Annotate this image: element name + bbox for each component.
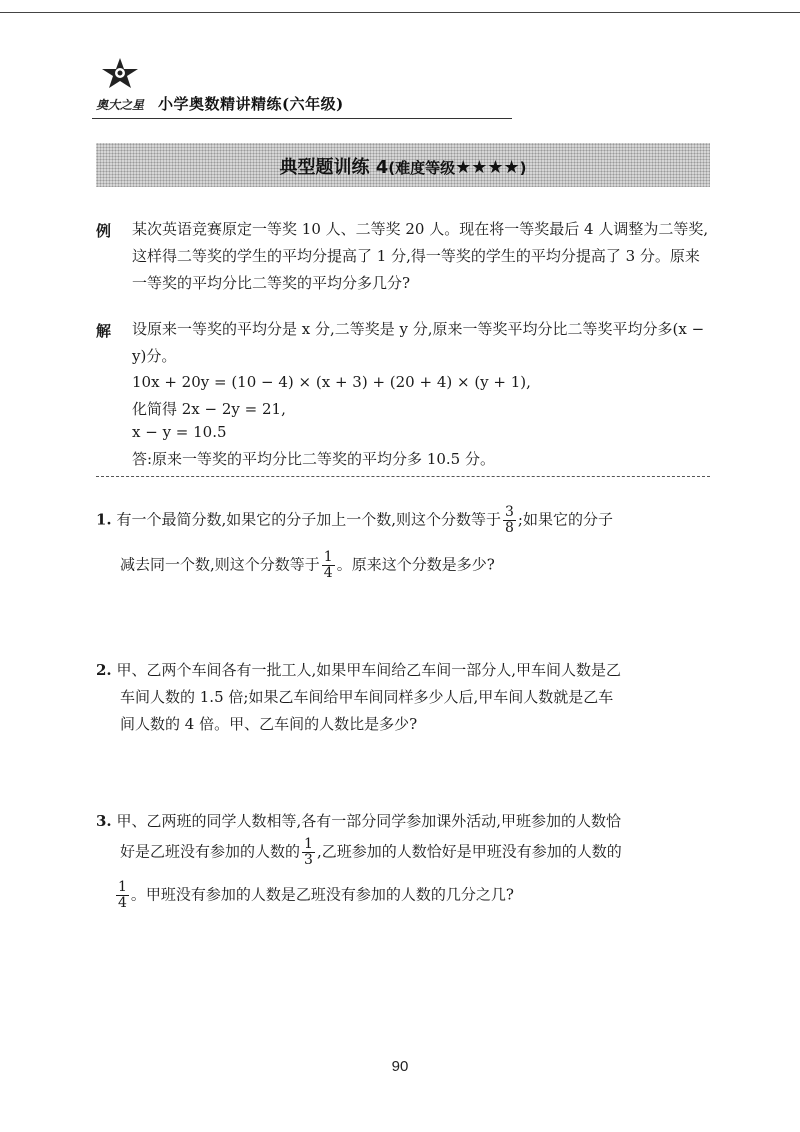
section-title-text: 典型题训练 4 bbox=[279, 157, 389, 178]
example-text: 某次英语竞赛原定一等奖 10 人、二等奖 20 人。现在将一等奖最后 4 人调整为二等奖,这样得二等奖的学生的平均分提高了 1 分,得一等奖的学生的平均分提高了 3 分。原来一等奖的平均分比二等奖的平均分多几分? bbox=[132, 220, 709, 292]
solution-answer: 答:原来一等奖的平均分比二等奖的平均分多 10.5 分。 bbox=[132, 450, 495, 468]
question-1-line-1 bbox=[96, 505, 613, 536]
page-number: 90 bbox=[391, 1058, 409, 1075]
fraction-denominator: 3 bbox=[304, 852, 313, 868]
header-rule bbox=[92, 118, 512, 119]
solution-equation-1: 10x + 20y = (10 − 4) × (x + 3) + (20 + 4) × (y + 1), bbox=[132, 373, 531, 391]
question-1-text-d: 。原来这个分数是多少? bbox=[336, 555, 495, 574]
fraction-denominator: 8 bbox=[505, 520, 514, 536]
question-3-line-2 bbox=[120, 837, 622, 868]
difficulty-close: ) bbox=[519, 159, 527, 177]
question-2-line-2: 车间人数的 1.5 倍;如果乙车间给甲车间同样多少人后,甲车间人数就是乙车 bbox=[120, 688, 614, 706]
question-3-line-1 bbox=[96, 810, 621, 831]
question-1-line-2 bbox=[120, 550, 495, 581]
question-1-text-b: ;如果它的分子 bbox=[517, 510, 613, 529]
question-2-number: 2. bbox=[96, 661, 112, 679]
star-logo-icon bbox=[98, 56, 142, 90]
fraction-numerator: 1 bbox=[323, 549, 333, 565]
question-1-text-c: 减去同一个数,则这个分数等于 bbox=[120, 555, 320, 574]
solution-equation-2: 化简得 2x − 2y = 21, bbox=[132, 400, 286, 418]
question-3-fraction-1 bbox=[302, 837, 315, 868]
question-1-number: 1. bbox=[96, 510, 112, 529]
solution-equation-3: x − y = 10.5 bbox=[132, 423, 227, 441]
top-border-line bbox=[0, 12, 800, 13]
difficulty-stars-icon: ★★★★ bbox=[455, 157, 520, 178]
question-2-line-3: 间人数的 4 倍。甲、乙车间的人数比是多少? bbox=[120, 715, 418, 733]
question-3-fraction-2 bbox=[116, 880, 129, 911]
section-title bbox=[96, 153, 710, 179]
fraction-numerator: 1 bbox=[304, 836, 313, 852]
fraction-numerator: 3 bbox=[505, 504, 514, 520]
question-1-fraction-1 bbox=[503, 505, 516, 536]
question-3-line-3 bbox=[114, 880, 514, 911]
solution-tag: 解 bbox=[96, 322, 112, 340]
example-tag: 例 bbox=[96, 222, 112, 240]
question-1-fraction-2 bbox=[322, 550, 335, 581]
fraction-denominator: 4 bbox=[323, 565, 333, 581]
solution-intro: 设原来一等奖的平均分是 x 分,二等奖是 y 分,原来一等奖平均分比二等奖平均分多(x − y)分。 bbox=[132, 320, 705, 365]
book-title: 小学奥数精讲精练(六年级) bbox=[158, 95, 344, 113]
brand-name: 奥大之星 bbox=[96, 98, 145, 112]
question-3-text-a: 甲、乙两班的同学人数相等,各有一部分同学参加课外活动,甲班参加的人数恰 bbox=[116, 812, 621, 830]
section-banner bbox=[96, 143, 710, 187]
dashed-divider bbox=[96, 476, 710, 477]
question-3-text-d: 。甲班没有参加的人数是乙班没有参加的人数的几分之几? bbox=[130, 885, 514, 904]
question-3-text-c: ,乙班参加的人数恰好是甲班没有参加的人数的 bbox=[316, 842, 622, 861]
difficulty-label: (难度等级 bbox=[388, 159, 456, 177]
question-1-text-a: 有一个最简分数,如果它的分子加上一个数,则这个分数等于 bbox=[116, 510, 501, 529]
question-3-text-b: 好是乙班没有参加的人数的 bbox=[120, 842, 301, 861]
fraction-numerator: 1 bbox=[118, 879, 127, 895]
fraction-denominator: 4 bbox=[118, 895, 127, 911]
question-2-line-1 bbox=[96, 659, 621, 680]
question-2-text-a: 甲、乙两个车间各有一批工人,如果甲车间给乙车间一部分人,甲车间人数是乙 bbox=[116, 661, 621, 679]
question-3-number: 3. bbox=[96, 812, 112, 830]
